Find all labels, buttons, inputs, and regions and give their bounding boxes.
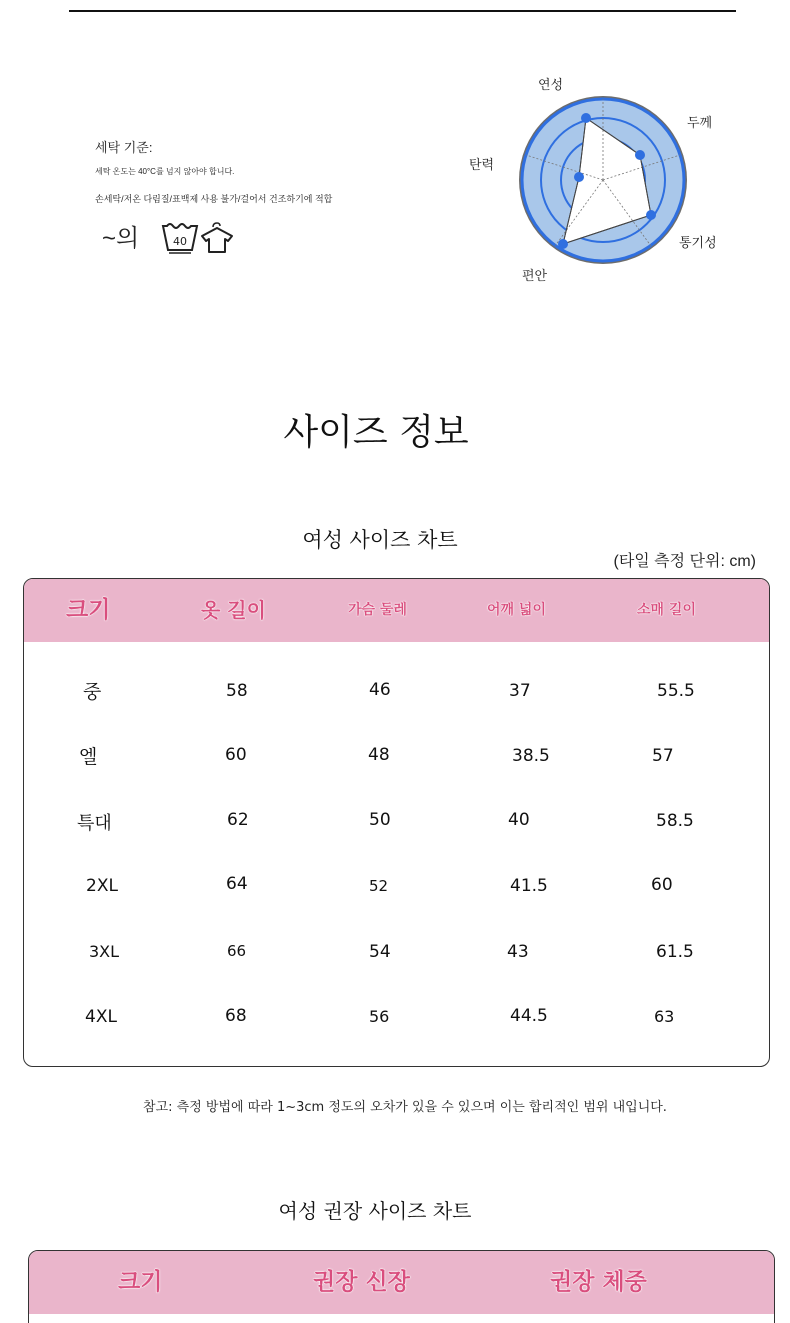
table-cell: 46: [369, 680, 391, 700]
table-cell: 58.5: [656, 811, 694, 831]
table-cell: 55.5: [657, 681, 695, 701]
size-table-header: [24, 579, 769, 642]
table-cell: 68: [225, 1006, 247, 1026]
table-cell: 61.5: [656, 942, 694, 962]
recommend-table: [28, 1250, 775, 1323]
table-cell: 64: [226, 874, 248, 894]
radar-label-breathability: 통기성: [679, 235, 717, 250]
size-info-heading: 사이즈 정보: [283, 412, 469, 453]
table-cell: 44.5: [510, 1006, 548, 1026]
table-cell: 63: [654, 1007, 675, 1026]
table-cell: 50: [369, 810, 391, 830]
table-cell: 60: [225, 745, 247, 765]
radar-label-comfort: 편안: [522, 268, 548, 283]
header-size: 크기: [66, 597, 111, 623]
table-cell: 62: [227, 810, 249, 830]
washing-method-note: 손세탁/저온 다림질/표백제 사용 불가/걸어서 건조하기에 적합: [95, 194, 333, 204]
size-table: [23, 578, 770, 1067]
header-length: 옷 길이: [201, 598, 266, 622]
unit-note: (타일 측정 단위: cm): [613, 553, 756, 570]
washtub-temperature: 40: [173, 235, 187, 248]
table-cell: 중: [83, 681, 102, 703]
table-cell: 60: [651, 875, 673, 895]
table-cell: 4XL: [85, 1007, 117, 1027]
table-cell: 3XL: [89, 942, 120, 961]
radar-label-elasticity: 탄력: [469, 157, 495, 172]
header-chest: 가슴 둘레: [348, 602, 407, 618]
washtub-40-icon: [160, 220, 200, 256]
table-cell: 41.5: [510, 876, 548, 896]
table-cell: 54: [369, 942, 391, 962]
radar-label-softness: 연성: [538, 77, 564, 92]
measurement-footnote: 참고: 측정 방법에 따라 1~3cm 정도의 오차가 있을 수 있으며 이는 합리적인 범위 내입니다.: [143, 1100, 667, 1115]
radar-graphic: [465, 68, 735, 288]
table-cell: 57: [652, 746, 674, 766]
header-size: 크기: [118, 1269, 163, 1295]
table-cell: 38.5: [512, 746, 550, 766]
header-shoulder: 어깨 넓이: [487, 602, 546, 618]
size-chart-title: 여성 사이즈 차트: [302, 528, 458, 552]
table-cell: 2XL: [86, 876, 118, 896]
recommend-table-header: [29, 1251, 774, 1314]
washing-prefix: ~의: [102, 225, 140, 252]
fabric-radar-chart: [465, 68, 735, 288]
header-recommended-weight: 권장 체중: [550, 1269, 647, 1295]
header-recommended-height: 권장 신장: [313, 1269, 410, 1295]
table-cell: 43: [507, 942, 529, 962]
table-cell: 52: [369, 877, 389, 895]
table-cell: 66: [227, 942, 247, 960]
top-divider: [69, 10, 736, 12]
radar-label-thickness: 두께: [687, 115, 713, 130]
washing-temperature-note: 세탁 온도는 40°C를 넘지 않아야 합니다.: [95, 167, 235, 176]
table-cell: 특대: [77, 813, 112, 834]
table-cell: 40: [508, 810, 530, 830]
table-cell: 48: [368, 745, 390, 765]
recommend-chart-title: 여성 권장 사이즈 차트: [278, 1199, 472, 1223]
table-cell: 37: [509, 681, 531, 701]
washing-title: 세탁 기준:: [95, 140, 153, 155]
table-cell: 58: [226, 681, 248, 701]
table-cell: 엘: [79, 746, 98, 768]
header-sleeve: 소매 길이: [637, 602, 696, 618]
table-cell: 56: [369, 1007, 390, 1026]
hanging-shirt-icon: [198, 220, 236, 254]
